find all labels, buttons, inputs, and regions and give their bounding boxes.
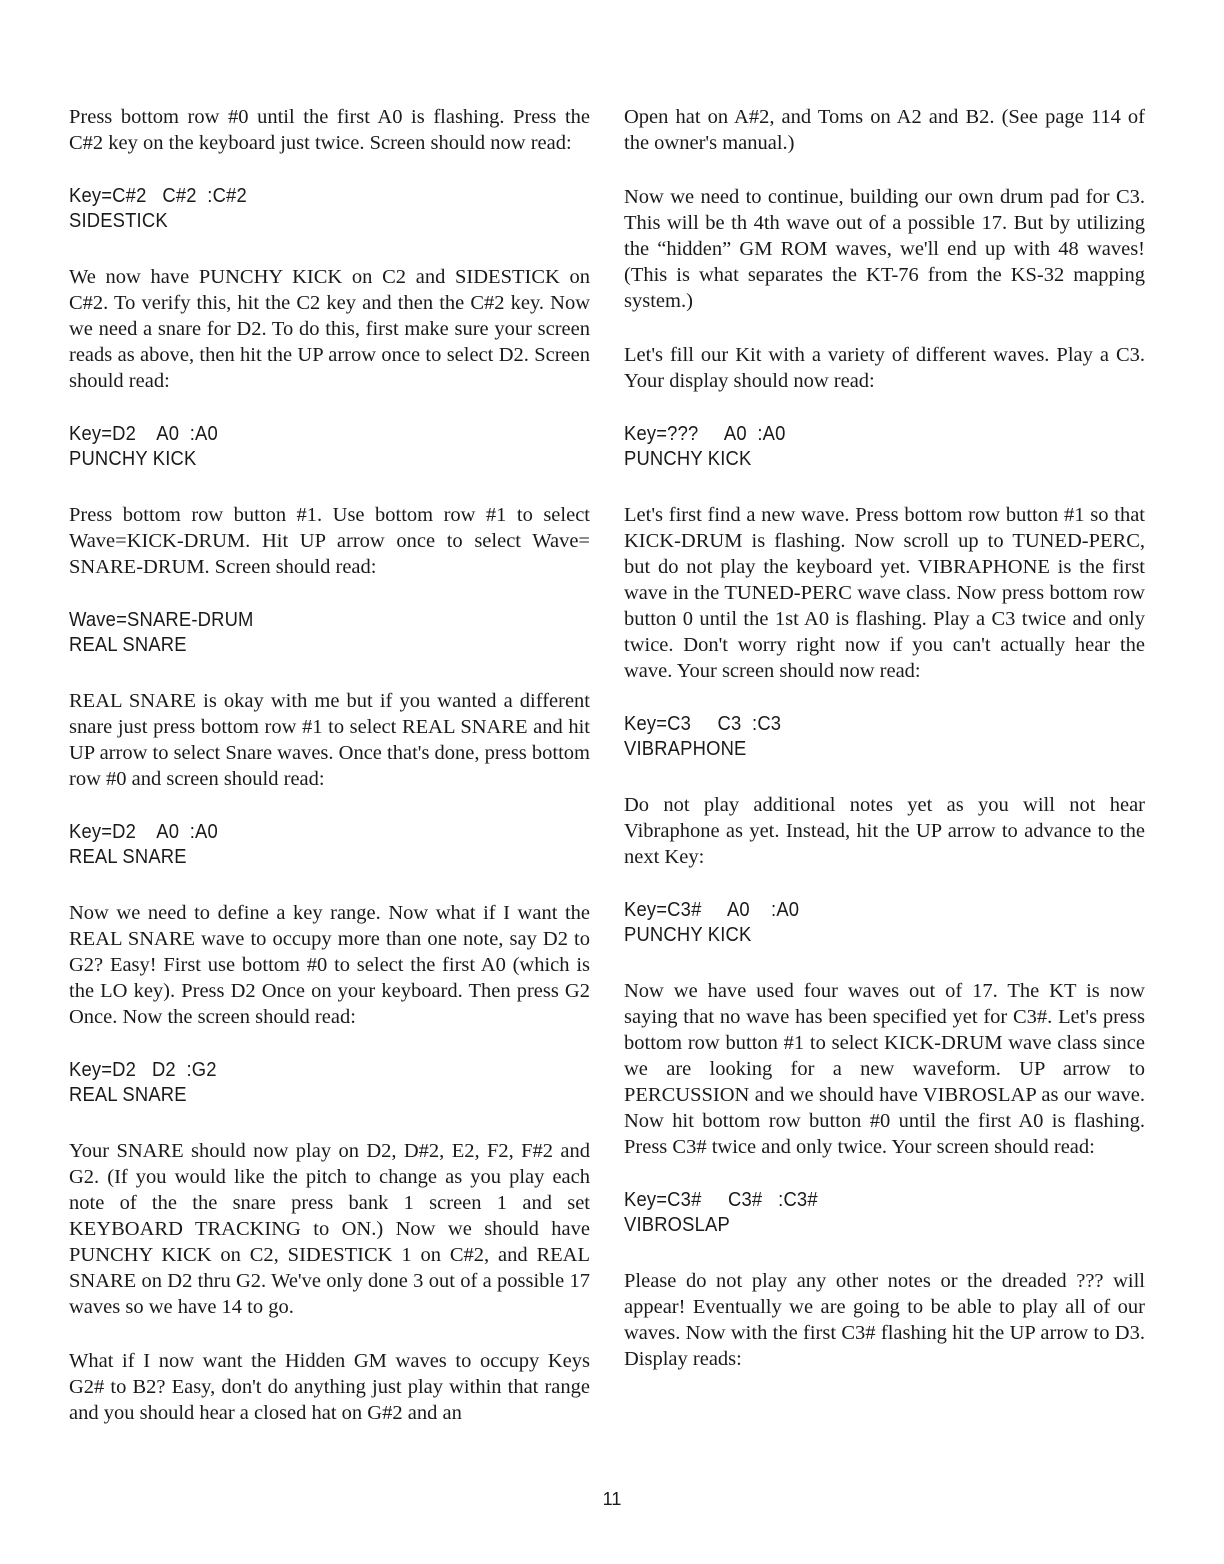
paragraph: Now we need to continue, building our own drum pad for C3. This will be th 4th wave out of a possible 17. But by utilizing the “hidden” GM ROM waves, we'll end up with 48 waves! (This is what separates the KT-76 from the KS-32 mapping system.) (624, 186, 1145, 312)
page-number: 11 (602, 1489, 622, 1509)
paragraph: Now we need to define a key range. Now what if I want the REAL SNARE wave to occupy more than one note, say D2 to G2? Easy! First use bottom #0 to select the first A0 (which is the LO key). Press D2 Once on your keyboard. Then press G2 Once. Now the screen should read: (69, 902, 590, 1028)
lcd-line-wave-class: Wave=SNARE-DRUM (69, 609, 254, 631)
paragraph: We now have PUNCHY KICK on C2 and SIDESTICK on C#2. To verify this, hit the C2 key and then the C#2 key. Now we need a snare for D2. To do this, first make sure your screen reads as above, then hit the UP arrow once to select D2. Screen should read: (69, 266, 590, 392)
paragraph: What if I now want the Hidden GM waves to occupy Keys G2# to B2? Easy, don't do anything just play within that range and you should hear a closed hat on G#2 and an (69, 1350, 590, 1424)
lcd-line-key: Key=??? A0 :A0 (624, 423, 786, 445)
paragraph: Now we have used four waves out of 17. The KT is now saying that no wave has been specified yet for C3#. Let's press bottom row button #1 to select KICK-DRUM wave class since we are looking for a new waveform. UP arrow to PERCUSSION and we should have VIBROSLAP as our wave. Now hit bottom row button #0 until the first A0 is flashing. Press C3# twice and only twice. Your screen should read: (624, 980, 1145, 1158)
lcd-display-readout (69, 1058, 548, 1108)
paragraph: Please do not play any other notes or the dreaded ??? will appear! Eventually we are going to be able to play all of our waves. Now with the first C3# flashing hit the UP arrow to D3. Display reads: (624, 1270, 1145, 1370)
lcd-line-wave: REAL SNARE (69, 846, 187, 868)
lcd-display-readout (624, 1188, 1103, 1238)
lcd-display-readout (69, 184, 548, 234)
lcd-line-wave: VIBRAPHONE (624, 738, 747, 760)
paragraph: Do not play additional notes yet as you will not hear Vibraphone as yet. Instead, hit the UP arrow to advance to the next Key: (624, 794, 1145, 868)
lcd-line-key: Key=C3 C3 :C3 (624, 713, 782, 735)
lcd-line-wave: REAL SNARE (69, 634, 187, 656)
lcd-line-wave: PUNCHY KICK (624, 924, 752, 946)
lcd-display-readout (624, 712, 1103, 762)
lcd-line-key: Key=D2 D2 :G2 (69, 1059, 217, 1081)
paragraph: Press bottom row button #1. Use bottom row #1 to select Wave=KICK-DRUM. Hit UP arrow once to select Wave= SNARE-DRUM. Screen should read: (69, 504, 590, 578)
paragraph: Open hat on A#2, and Toms on A2 and B2. (See page 114 of the owner's manual.) (624, 106, 1145, 154)
paragraph: Your SNARE should now play on D2, D#2, E2, F2, F#2 and G2. (If you would like the pitch to change as you play each note of the the snare press bank 1 screen 1 and set KEYBOARD TRACKING to ON.) Now we should have PUNCHY KICK on C2, SIDESTICK 1 on C#2, and REAL SNARE on D2 thru G2. We've only done 3 out of a possible 17 waves so we have 14 to go. (69, 1140, 590, 1318)
paragraph: Let's fill our Kit with a variety of different waves. Play a C3. Your display should now read: (624, 344, 1145, 392)
lcd-display-readout (69, 422, 548, 472)
right-column (624, 104, 1145, 1400)
lcd-line-wave: PUNCHY KICK (69, 448, 197, 470)
lcd-line-wave: PUNCHY KICK (624, 448, 752, 470)
lcd-line-wave: SIDESTICK (69, 210, 168, 232)
lcd-line-wave: VIBROSLAP (624, 1214, 730, 1236)
paragraph: Press bottom row #0 until the first A0 is flashing. Press the C#2 key on the keyboard just twice. Screen should now read: (69, 106, 590, 154)
lcd-display-readout (624, 898, 1103, 948)
lcd-display-readout (69, 820, 548, 870)
lcd-line-key: Key=D2 A0 :A0 (69, 821, 218, 843)
left-column (69, 104, 590, 1454)
paragraph: Let's first find a new wave. Press bottom row button #1 so that KICK-DRUM is flashing. Now scroll up to TUNED-PERC, but do not play the keyboard yet. VIBRAPHONE is the first wave in the TUNED-PERC wave class. Now press bottom row button 0 until the 1st A0 is flashing. Play a C3 twice and only twice. Don't worry right now if you can't actually hear the wave. Your screen should now read: (624, 504, 1145, 682)
lcd-line-key: Key=C3# C3# :C3# (624, 1189, 818, 1211)
lcd-display-readout (69, 608, 548, 658)
lcd-line-key: Key=C3# A0 :A0 (624, 899, 800, 921)
lcd-line-wave: REAL SNARE (69, 1084, 187, 1106)
lcd-line-key: Key=D2 A0 :A0 (69, 423, 218, 445)
lcd-display-readout (624, 422, 1103, 472)
lcd-line-key: Key=C#2 C#2 :C#2 (69, 185, 247, 207)
paragraph: REAL SNARE is okay with me but if you wanted a different snare just press bottom row #1 to select REAL SNARE and hit UP arrow to select Snare waves. Once that's done, press bottom row #0 and screen should read: (69, 690, 590, 790)
